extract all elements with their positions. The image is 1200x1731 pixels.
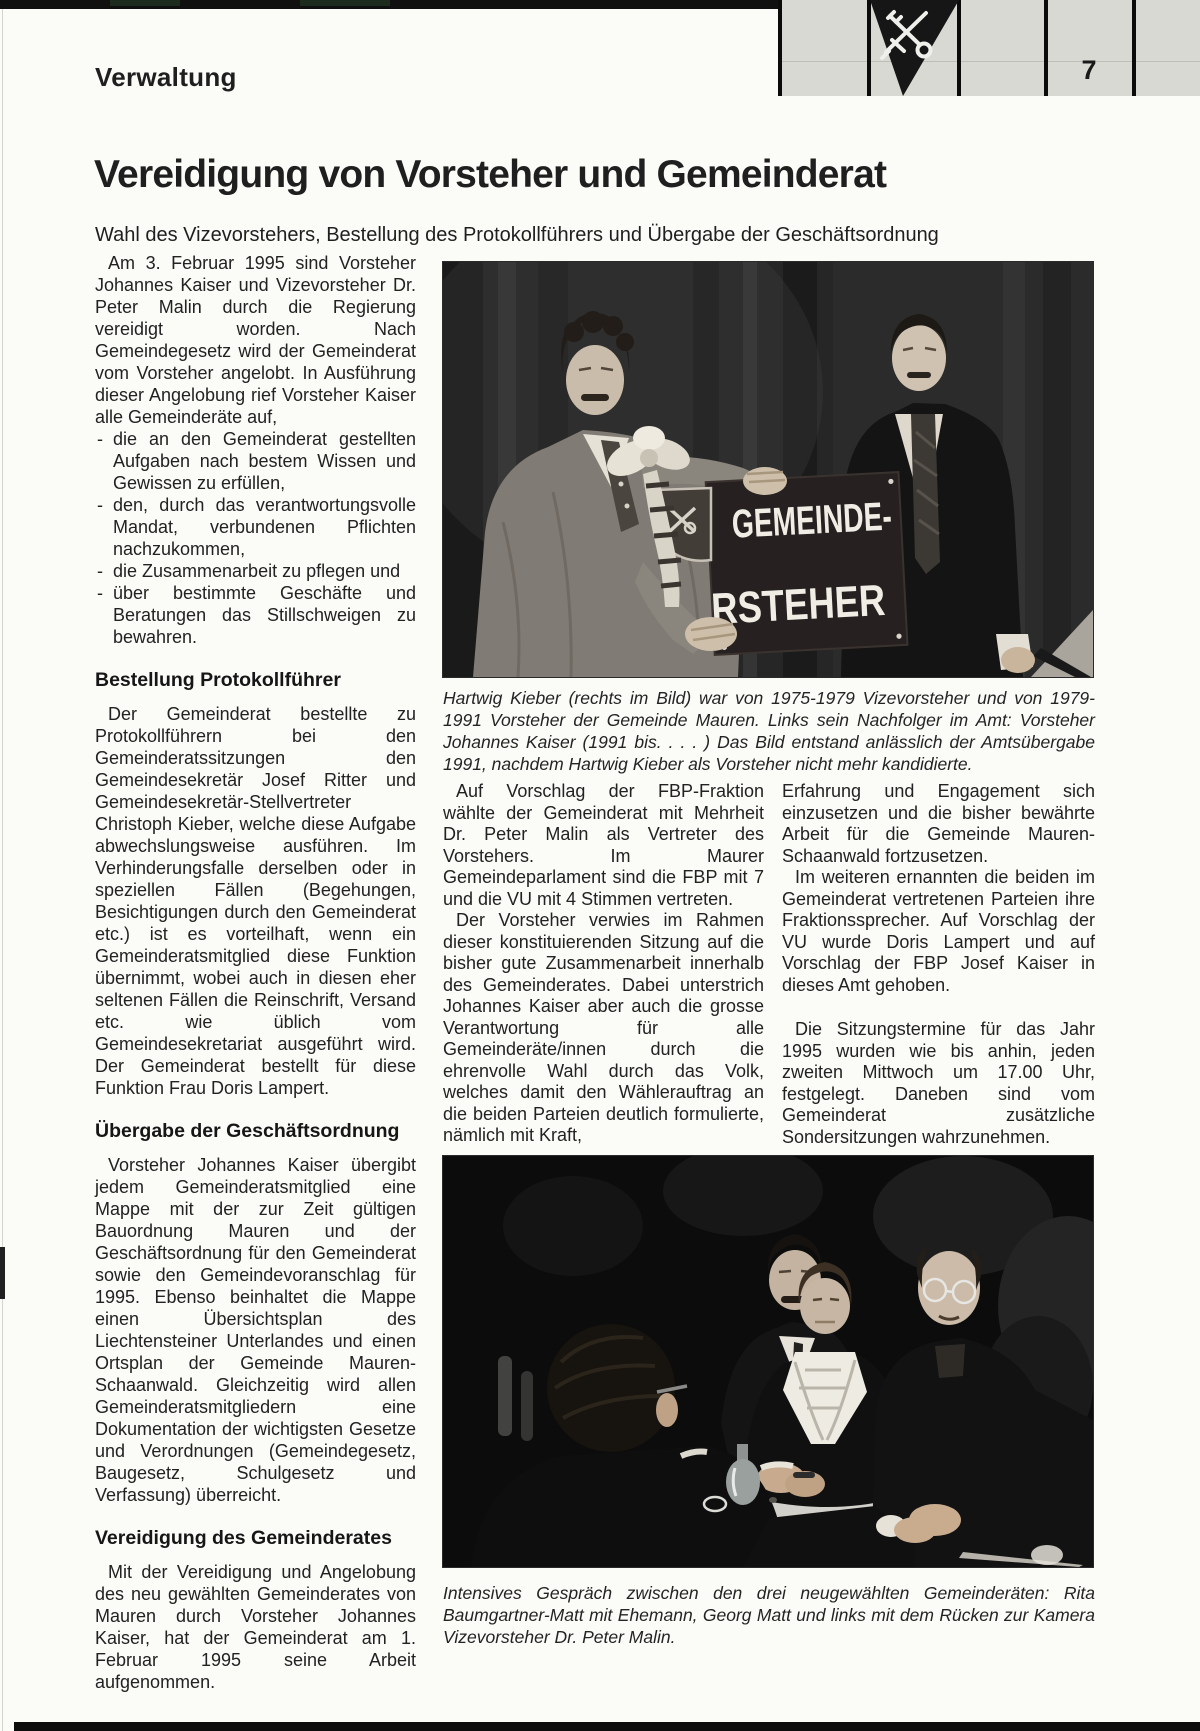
left-column (95, 252, 416, 1693)
bottom-black-bar (14, 1722, 1200, 1731)
section-heading: Bestellung Protokollführer (95, 669, 341, 691)
section-heading: Vereidigung des Gemeinderates (95, 1527, 392, 1549)
body-paragraph: Der Vorsteher verwies im Rahmen dieser konstituierenden Sitzung auf die bisher gute Zusammenarbeit innerhalb des Gemeinderates. Dabei unterstrich Johannes Kaiser aber auch die grosse Verantwortung für alle Gemeinderäte/innen durch die ehrenvolle Wahl durch das Volk, welches damit den Wählerauftrag an die beiden Parteien deutlich formulierte, nämlich mit Kraft, (443, 910, 764, 1145)
register-divider (778, 0, 782, 96)
body-paragraph: Die Sitzungstermine für das Jahr 1995 wurden wie bis anhin, jeden zweiten Mittwoch um 17.00 Uhr, festgelegt. Daneben sind vom Gemeinderat zusätzliche Sondersitzungen wahrzunehmen. (782, 1019, 1095, 1147)
pledge-item: - die an den Gemeinderat gestellten Aufgaben nach bestem Wissen und Gewissen zu erfüllen, (95, 428, 416, 494)
scan-tint (300, 0, 390, 6)
pledge-item: - über bestimmte Geschäfte und Beratungen das Stillschweigen zu bewahren. (95, 582, 416, 648)
page-register-band (778, 0, 1200, 96)
body-paragraph: Auf Vorschlag der FBP-Fraktion wählte der Gemeinderat mit Mehrheit Dr. Peter Malin als Vertreter des Vorstehers. Im Maurer Gemeindeparlament sind die FBP mit 7 und die VU mit 4 Stimmen vertreten. (443, 781, 764, 909)
sign-text-line2: RSTEHER (710, 574, 923, 634)
body-paragraph: Im weiteren ernannten die beiden im Gemeinderat vertretenen Parteien ihre Fraktionssprecher. Auf Vorschlag der VU wurde Doris Lampert und auf Vorschlag der FBP Josef Kaiser in dieses Amt gehoben. (782, 867, 1095, 995)
section-heading: Übergabe der Geschäftsordnung (95, 1120, 400, 1142)
intro-paragraph: Am 3. Februar 1995 sind Vorsteher Johannes Kaiser und Vizevorsteher Dr. Peter Malin durch die Regierung vereidigt worden. Nach Gemeindegesetz wird der Gemeinderat vom Vorsteher angelobt. In Ausführung dieser Angelobung rief Vorsteher Kaiser alle Gemeinderäte auf, (95, 253, 416, 427)
article-title: Vereidigung von Vorsteher und Gemeinderat (94, 153, 887, 196)
register-tab-marker (870, 0, 959, 96)
scan-edge-mark (0, 1247, 5, 1299)
right-column (782, 781, 1095, 1148)
scan-edge-line (2, 0, 3, 1731)
scan-tint (110, 0, 180, 6)
pledge-item: - den, durch das verantwortungsvolle Mandat, verbundenen Pflichten nachzukommen, (95, 494, 416, 560)
pledge-item: - die Zusammenarbeit zu pflegen und (95, 560, 416, 582)
middle-column (443, 781, 764, 1147)
photo-amtsuebergabe (443, 262, 1093, 677)
photo1-caption: Hartwig Kieber (rechts im Bild) war von 1975-1979 Vizevorsteher und von 1979-1991 Vorsteher der Gemeinde Mauren. Links sein Nachfolger im Amt: Vorsteher Johannes Kaiser (1991 bis. . . . ) Das Bild entstand anlässlich der Amtsübergabe 1991, nachdem Hartwig Kieber als Vorsteher nicht mehr kandidierte. (443, 688, 1095, 774)
page-number: 7 (1081, 55, 1097, 85)
section-paragraph: Mit der Vereidigung und Angelobung des neu gewählten Gemeinderates von Mauren durch Vorsteher Johannes Kaiser, hat der Gemeinderat am 1. Februar 1995 seine Arbeit aufgenommen. (95, 1562, 416, 1692)
photo2-caption: Intensives Gespräch zwischen den drei neugewählten Gemeinderäten: Rita Baumgartner-Matt mit Ehemann, Georg Matt und links mit dem Rücken zur Kamera Vizevorsteher Dr. Peter Malin. (443, 1583, 1095, 1647)
photo-gespraech (443, 1156, 1093, 1567)
register-rule (778, 61, 1200, 62)
section-label: Verwaltung (95, 62, 237, 92)
gemeindevorsteher-sign (705, 472, 960, 655)
top-black-strip (0, 0, 782, 9)
section-paragraph: Der Gemeinderat bestellte zu Protokollführern bei den Gemeinderatssitzungen den Gemeindesekretär Josef Ritter und Gemeindesekretär-Stellvertreter Christoph Kieber, welche diese Aufgabe abwechslungsweise ausführen. Im Verhinderungsfalle derselben oder in speziellen Fällen (Begehungen, Besichtigungen durch den Gemeinderat etc.) ist es vorteilhaft, wenn ein Gemeinderatsmitglied diese Funktion übernimmt, wobei auch in diesen eher seltenen Fällen die Reinschrift, Versand etc. wie üblich vom Gemeindesekretariat ausgeführt wird. Der Gemeinderat bestellt für diese Funktion Frau Doris Lampert. (95, 704, 416, 1098)
register-divider (1132, 0, 1136, 96)
sign-text-line1: GEMEINDE- (730, 490, 960, 547)
article-subtitle: Wahl des Vizevorstehers, Bestellung des Protokollführers und Übergabe der Geschäftsordnung (95, 224, 939, 246)
body-paragraph: Erfahrung und Engagement sich einzusetzen und die bisher bewährte Arbeit für die Gemeinde Mauren-Schaanwald fortzusetzen. (782, 781, 1095, 866)
pledge-list (95, 428, 416, 648)
section-paragraph: Vorsteher Johannes Kaiser übergibt jedem Gemeinderatsmitglied eine Mappe mit der zur Zeit gültigen Bauordnung Mauren und der Geschäftsordnung für den Gemeinderat sowie den Gemeindevoranschlag für 1995. Ebenso beinhaltet die Mappe einen Übersichtsplan des Liechtensteiner Unterlandes und einen Ortsplan der Gemeinde Mauren-Schaanwald. Gleichzeitig wird allen Gemeinderatsmitgliedern eine Dokumentation der wichtigsten Gesetze und Verordnungen (Gemeindegesetz, Baugesetz, Schulgesetz und Verfassung) überreicht. (95, 1155, 416, 1505)
